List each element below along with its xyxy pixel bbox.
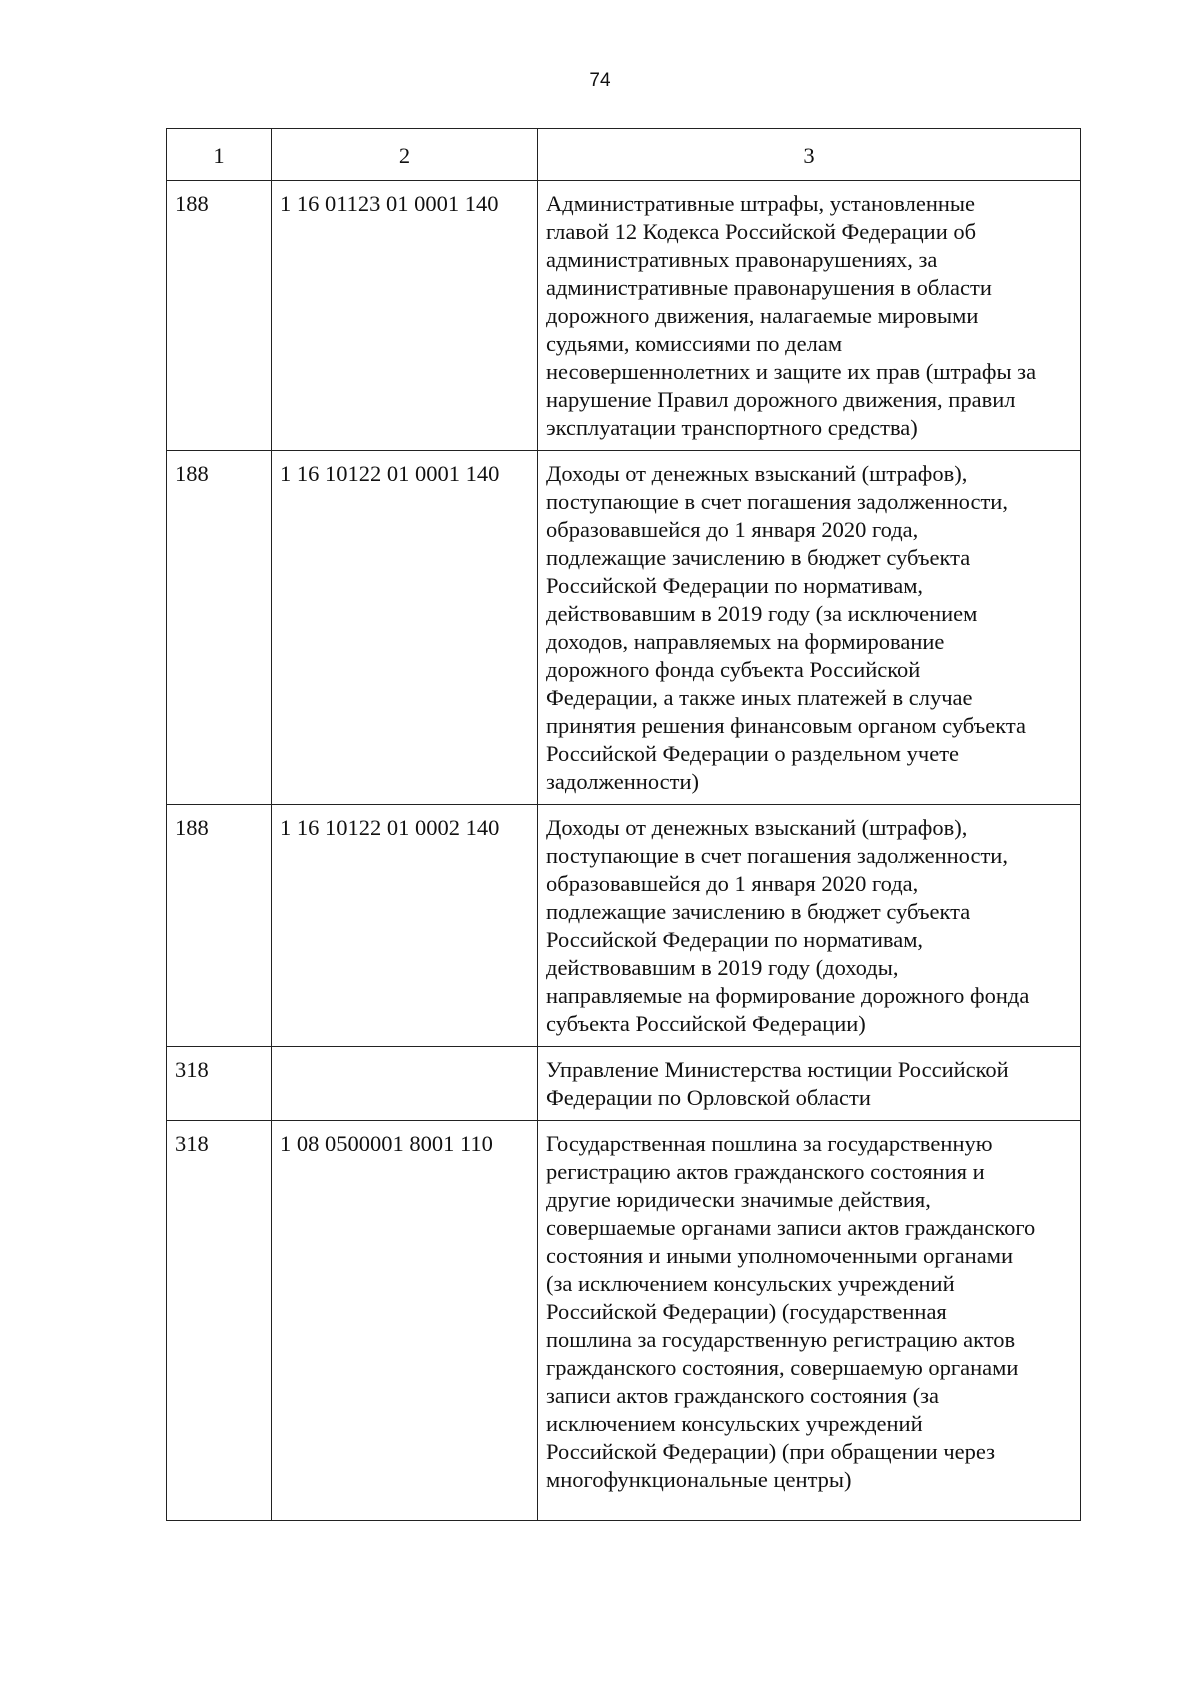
kbk-code-cell: 1 16 01123 01 0001 140 (272, 181, 538, 451)
page-number: 74 (589, 70, 611, 91)
admin-code-cell: 318 (167, 1047, 272, 1121)
column-header-3: 3 (538, 129, 1081, 181)
table-row (167, 181, 1081, 451)
budget-revenue-table (166, 128, 1081, 1521)
kbk-code-cell: 1 16 10122 01 0001 140 (272, 451, 538, 805)
description-cell: Административные штрафы, установленные главой 12 Кодекса Российской Федерации об административных правонарушениях, за административные правонарушения в области дорожного движения, налагаемые мировыми судьями, комиссиями по делам несовершеннолетних и защите их прав (штрафы за нарушение Правил дорожного движения, правил эксплуатации транспортного средства) (538, 181, 1081, 451)
column-header-2: 2 (272, 129, 538, 181)
admin-code-cell: 318 (167, 1121, 272, 1521)
description-cell: Доходы от денежных взысканий (штрафов), поступающие в счет погашения задолженности, образовавшейся до 1 января 2020 года, подлежащие зачислению в бюджет субъекта Российской Федерации по нормативам, действовавшим в 2019 году (доходы, направляемые на формирование дорожного фонда субъекта Российской Федерации) (538, 805, 1081, 1047)
table-row (167, 451, 1081, 805)
table-row (167, 1121, 1081, 1521)
table-header-row (167, 129, 1081, 181)
kbk-code-cell (272, 1047, 538, 1121)
kbk-code-cell: 1 08 0500001 8001 110 (272, 1121, 538, 1521)
description-cell: Государственная пошлина за государственную регистрацию актов гражданского состояния и другие юридически значимые действия, совершаемые органами записи актов гражданского состояния и иными уполномоченными органами (за исключением консульских учреждений Российской Федерации) (государственная пошлина за государственную регистрацию актов гражданского состояния, совершаемую органами записи актов гражданского состояния (за исключением консульских учреждений Российской Федерации) (при обращении через многофункциональные центры) (538, 1121, 1081, 1521)
description-cell: Управление Министерства юстиции Российской Федерации по Орловской области (538, 1047, 1081, 1121)
kbk-code-cell: 1 16 10122 01 0002 140 (272, 805, 538, 1047)
description-cell: Доходы от денежных взысканий (штрафов), поступающие в счет погашения задолженности, образовавшейся до 1 января 2020 года, подлежащие зачислению в бюджет субъекта Российской Федерации по нормативам, действовавшим в 2019 году (за исключением доходов, направляемых на формирование дорожного фонда субъекта Российской Федерации, а также иных платежей в случае принятия решения финансовым органом субъекта Российской Федерации о раздельном учете задолженности) (538, 451, 1081, 805)
column-header-1: 1 (167, 129, 272, 181)
table-row (167, 805, 1081, 1047)
admin-code-cell: 188 (167, 451, 272, 805)
table-row (167, 1047, 1081, 1121)
admin-code-cell: 188 (167, 805, 272, 1047)
admin-code-cell: 188 (167, 181, 272, 451)
